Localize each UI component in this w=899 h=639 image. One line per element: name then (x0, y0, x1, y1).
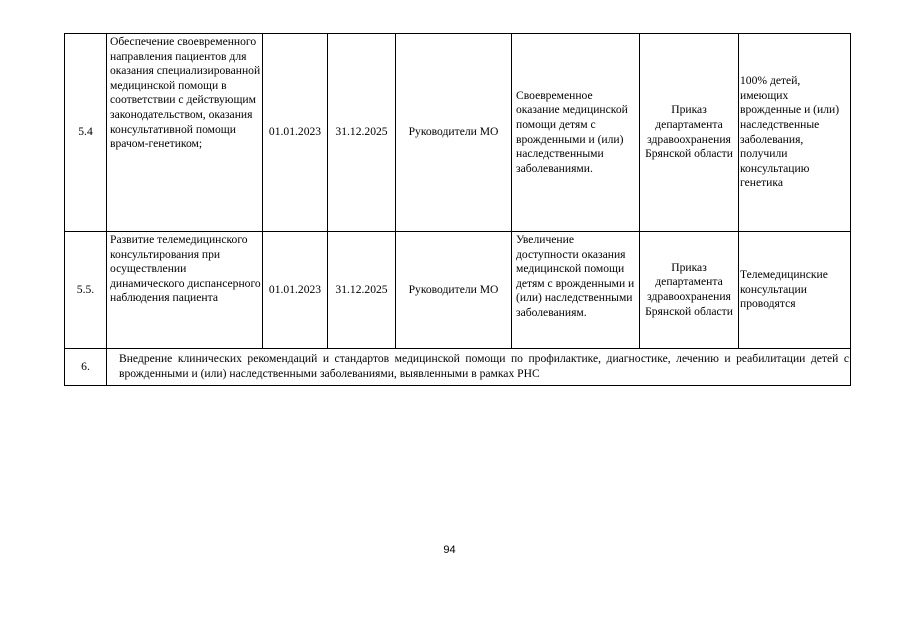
indicator: Телемедицинские консультации проводятся (739, 232, 851, 349)
row-number: 5.4 (65, 34, 107, 232)
regulatory-document: Приказ департамента здравоохранения Брянской области (640, 34, 739, 232)
section-title: Внедрение клинических рекомендаций и стандартов медицинской помощи по профилактике, диагностике, лечению и реабилитации детей с врожденными и (или) наследственными заболеваниями, выявленными в рамках РНС (107, 349, 851, 386)
measure-name: Обеспечение своевременного направления пациентов для оказания специализированной медицинской помощи в соответствии с действующим законодательством, оказания консультативной помощи врачом-генетиком; (107, 34, 263, 232)
table-row (65, 34, 851, 232)
regulatory-document: Приказ департамента здравоохранения Брянской области (640, 232, 739, 349)
measures-table (64, 33, 851, 386)
start-date: 01.01.2023 (263, 34, 328, 232)
section-row (65, 349, 851, 386)
responsible: Руководители МО (396, 34, 512, 232)
end-date: 31.12.2025 (328, 34, 396, 232)
measure-name: Развитие телемедицинского консультирования при осуществлении динамического диспансерного наблюдения пациента (107, 232, 263, 349)
section-number: 6. (65, 349, 107, 386)
page-number: 94 (443, 544, 456, 556)
responsible: Руководители МО (396, 232, 512, 349)
expected-result: Увеличение доступности оказания медицинской помощи детям с врожденными и (или) наследственными заболеваниям. (512, 232, 640, 349)
start-date: 01.01.2023 (263, 232, 328, 349)
expected-result: Своевременное оказание медицинской помощи детям с врожденными и (или) наследственными заболеваниями. (512, 34, 640, 232)
row-number: 5.5. (65, 232, 107, 349)
end-date: 31.12.2025 (328, 232, 396, 349)
indicator: 100% детей, имеющих врожденные и (или) наследственные заболевания, получили консультацию генетика (739, 34, 851, 232)
table-row (65, 232, 851, 349)
